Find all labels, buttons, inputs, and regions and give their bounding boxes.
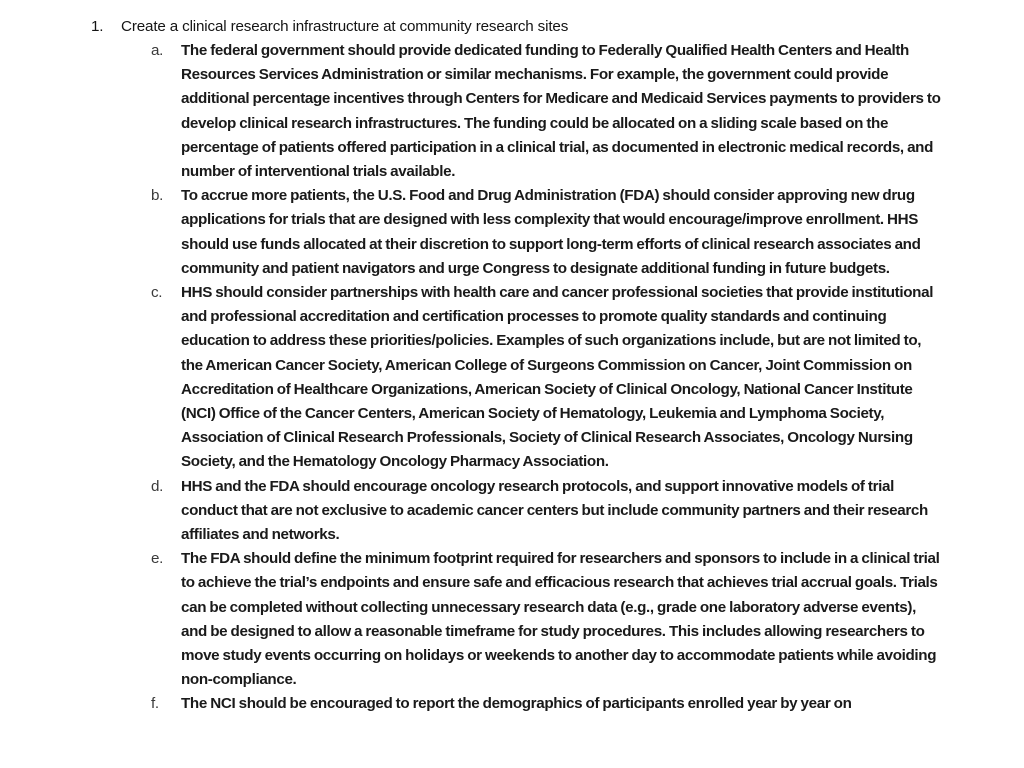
subitem-b-text: To accrue more patients, the U.S. Food and Drug Administration (FDA) should consider approving new drug applications for trials that are designed with less complexity that would encourage/improve enrollment. HHS should use funds allocated at their discretion to support long-term efforts of clinical research associates and community and patient navigators and urge Congress to designate additional funding in future budgets. — [181, 187, 921, 277]
sublist — [151, 39, 941, 717]
subitem-c — [151, 281, 941, 475]
subitem-c-text: HHS should consider partnerships with health care and cancer professional societies that provide institutional and professional accreditation and certification processes to promote quality standards and continuing education to address these priorities/policies. Examples of such organizations include, but are not limited to, the American Cancer Society, American College of Surgeons Commission on Cancer, Joint Commission on Accreditation of Healthcare Organizations, American Society of Clinical Oncology, National Cancer Institute (NCI) Office of the Cancer Centers, American Society of Hematology, Leukemia and Lymphoma Society, Association of Clinical Research Professionals, Society of Clinical Research Associates, Oncology Nursing Society, and the Hematology Oncology Pharmacy Association. — [181, 284, 934, 471]
subitem-d-text: HHS and the FDA should encourage oncology research protocols, and support innovative models of trial conduct that are not exclusive to academic cancer centers but include community partners and their research affiliates and networks. — [181, 477, 928, 544]
subitem-a — [151, 39, 941, 184]
subitem-f-text: The NCI should be encouraged to report the demographics of participants enrolled year by year on — [181, 695, 852, 713]
subitem-c-marker: c. — [151, 284, 163, 302]
subitem-e — [151, 547, 941, 692]
subitem-d-marker: d. — [151, 477, 163, 495]
list-item-1-number: 1. — [91, 18, 104, 35]
subitem-b-marker: b. — [151, 187, 163, 205]
subitem-e-text: The FDA should define the minimum footprint required for researchers and sponsors to include in a clinical trial to achieve the trial’s endpoints and ensure safe and efficacious research that achieves trial accrual goals. Trials can be completed without collecting unnecessary research data (e.g., grade one laboratory adverse events), and be designed to allow a reasonable timeframe for study procedures. This includes allowing researchers to move study events occurring on holidays or weekends to another day to accommodate patients while avoiding non-compliance. — [181, 550, 940, 689]
subitem-a-text: The federal government should provide dedicated funding to Federally Qualified Health Centers and Health Resources Services Administration or similar mechanisms. For example, the government could provide additional percentage incentives through Centers for Medicare and Medicaid Services payments to providers to develop clinical research infrastructures. The funding could be allocated on a sliding scale based on the percentage of patients offered participation in a clinical trial, as documented in electronic medical records, and number of interventional trials available. — [181, 42, 941, 181]
list-item-1 — [91, 15, 971, 39]
subitem-f — [151, 692, 941, 716]
subitem-d — [151, 475, 941, 548]
subitem-a-marker: a. — [151, 42, 163, 59]
list-item-1-heading: Create a clinical research infrastructure at community research sites — [121, 18, 569, 35]
subitem-e-marker: e. — [151, 550, 163, 568]
subitem-b — [151, 184, 941, 281]
subitem-f-marker: f. — [151, 695, 159, 713]
